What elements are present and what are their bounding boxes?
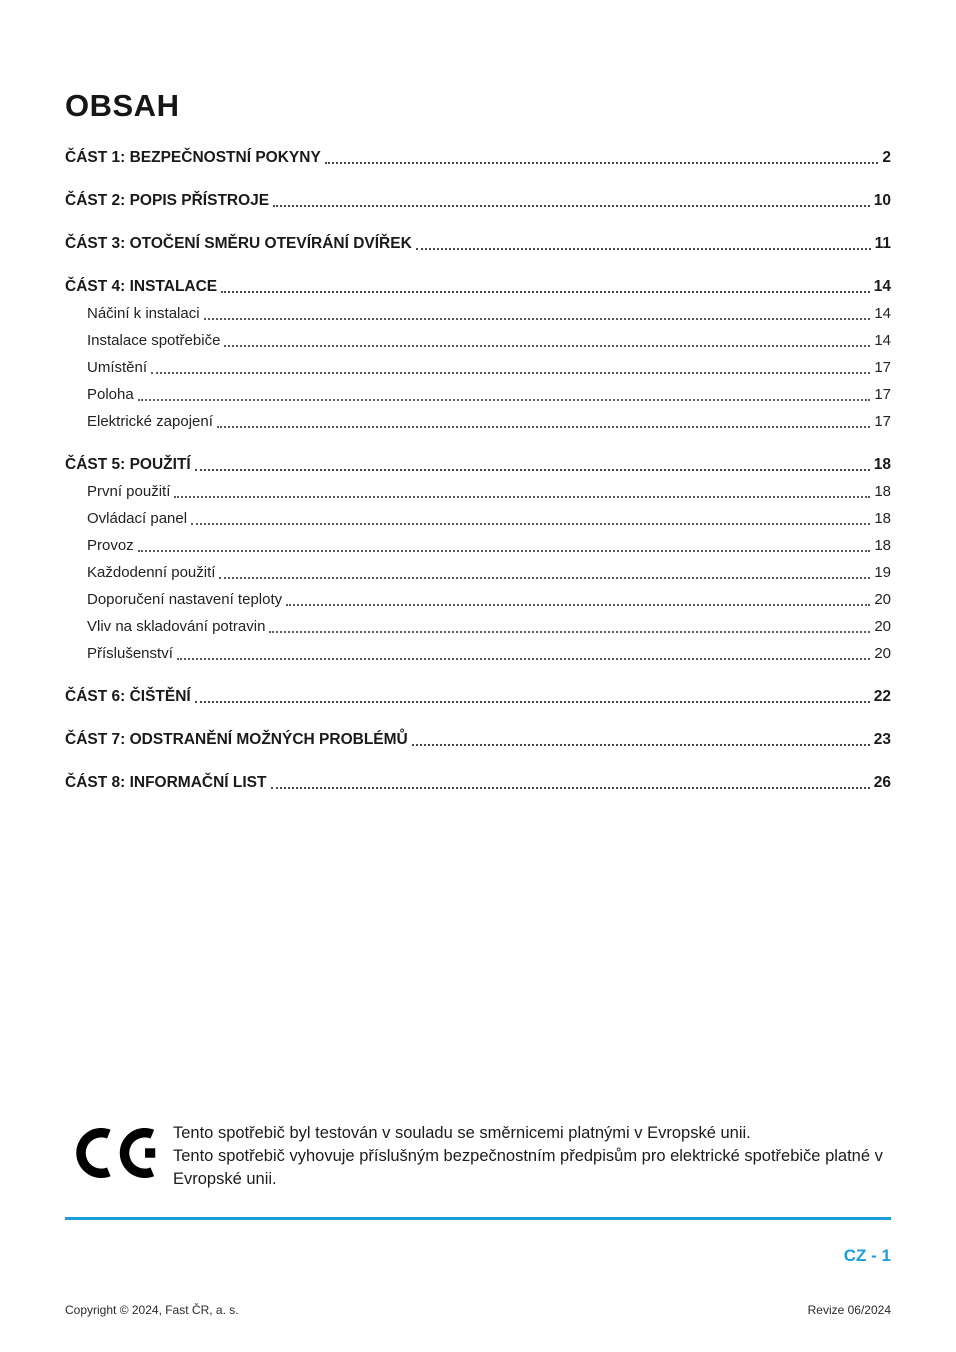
dotted-leader <box>224 345 870 347</box>
toc-entry-label: ČÁST 8: INFORMAČNÍ LIST <box>65 774 267 791</box>
toc-entry <box>65 773 891 792</box>
toc-entry <box>65 277 891 296</box>
toc-entry-label: ČÁST 1: BEZPEČNOSTNÍ POKYNY <box>65 149 321 166</box>
dotted-leader <box>416 248 871 250</box>
toc-entry-label: Instalace spotřebiče <box>87 332 221 349</box>
dotted-leader <box>221 291 870 293</box>
ce-note-text <box>173 1122 896 1191</box>
ce-note-line1: Tento spotřebič byl testován v souladu se směrnicemi platnými v Evropské unii. <box>173 1124 751 1142</box>
dotted-leader <box>271 787 870 789</box>
toc-entry-page: 11 <box>874 235 891 252</box>
toc-entry-label: ČÁST 4: INSTALACE <box>65 278 218 295</box>
toc-entry-page: 23 <box>873 731 891 748</box>
toc-entry <box>65 644 891 663</box>
dotted-leader <box>412 744 870 746</box>
toc-entry-page: 17 <box>874 359 891 376</box>
toc-entry <box>65 358 891 377</box>
toc-entry-page: 20 <box>874 618 891 635</box>
toc-entry-label: Příslušenství <box>87 645 173 662</box>
dotted-leader <box>138 399 871 401</box>
toc-entry <box>65 563 891 582</box>
page-number-label: CZ - 1 <box>843 1246 891 1265</box>
toc-entry-page: 18 <box>874 537 891 554</box>
toc-entry <box>65 730 891 749</box>
toc-entry-label: ČÁST 5: POUŽITÍ <box>65 456 191 473</box>
dotted-leader <box>219 577 870 579</box>
toc-entry <box>65 304 891 323</box>
toc-entry-page: 22 <box>873 688 891 705</box>
dotted-leader <box>217 426 870 428</box>
toc-entry <box>65 385 891 404</box>
toc-entry-page: 17 <box>874 386 891 403</box>
toc-entry-page: 17 <box>874 413 891 430</box>
toc-entry-label: Provoz <box>87 537 134 554</box>
toc-entry-label: Každodenní použití <box>87 564 216 581</box>
dotted-leader <box>191 523 870 525</box>
dotted-leader <box>273 205 870 207</box>
toc-entry-page: 18 <box>874 510 891 527</box>
toc-entry <box>65 536 891 555</box>
toc-entry-page: 14 <box>873 278 891 295</box>
toc-entry <box>65 617 891 636</box>
toc-entry <box>65 412 891 431</box>
page-title: OBSAH <box>65 88 180 123</box>
toc-entry-label: Ovládací panel <box>87 510 188 527</box>
table-of-contents <box>65 148 891 792</box>
toc-entry-page: 18 <box>874 483 891 500</box>
toc-entry-label: Poloha <box>87 386 134 403</box>
dotted-leader <box>269 631 870 633</box>
toc-entry-label: ČÁST 2: POPIS PŘÍSTROJE <box>65 192 270 209</box>
toc-entry-page: 26 <box>873 774 891 791</box>
dotted-leader <box>195 469 870 471</box>
toc-entry-page: 10 <box>873 192 891 209</box>
toc-entry-page: 20 <box>874 591 891 608</box>
dotted-leader <box>195 701 870 703</box>
toc-entry <box>65 687 891 706</box>
toc-entry-label: Umístění <box>87 359 148 376</box>
toc-entry <box>65 191 891 210</box>
dotted-leader <box>204 318 871 320</box>
toc-entry-label: ČÁST 7: ODSTRANĚNÍ MOŽNÝCH PROBLÉMŮ <box>65 731 408 748</box>
toc-entry-label: Elektrické zapojení <box>87 413 213 430</box>
ce-note-line2: Tento spotřebič vyhovuje příslušným bezpečnostním předpisům pro elektrické spotřebiče platné v Evropské unii. <box>173 1147 883 1188</box>
toc-entry-label: ČÁST 6: ČIŠTĚNÍ <box>65 688 191 705</box>
toc-entry-label: ČÁST 3: OTOČENÍ SMĚRU OTEVÍRÁNÍ DVÍŘEK <box>65 235 412 252</box>
dotted-leader <box>177 658 870 660</box>
copyright-text: Copyright © 2024, Fast ČR, a. s. <box>65 1303 239 1317</box>
toc-entry <box>65 509 891 528</box>
toc-entry <box>65 234 891 253</box>
toc-entry <box>65 482 891 501</box>
toc-entry-page: 14 <box>874 305 891 322</box>
toc-entry <box>65 590 891 609</box>
toc-entry-label: Náčiní k instalaci <box>87 305 200 322</box>
ce-mark-icon <box>65 1124 157 1182</box>
toc-entry-page: 14 <box>874 332 891 349</box>
toc-entry-page: 2 <box>882 149 891 166</box>
toc-entry-label: Doporučení nastavení teploty <box>87 591 283 608</box>
dotted-leader <box>138 550 871 552</box>
toc-entry <box>65 331 891 350</box>
toc-entry-label: Vliv na skladování potravin <box>87 618 266 635</box>
dotted-leader <box>174 496 870 498</box>
toc-entry-page: 18 <box>873 456 891 473</box>
dotted-leader <box>151 372 870 374</box>
footer-divider <box>65 1217 891 1220</box>
dotted-leader <box>325 162 879 164</box>
ce-compliance-section <box>65 1122 896 1191</box>
toc-entry-label: První použití <box>87 483 171 500</box>
dotted-leader <box>286 604 870 606</box>
toc-entry-page: 19 <box>874 564 891 581</box>
page-footer <box>65 1303 891 1317</box>
toc-entry <box>65 455 891 474</box>
revision-text: Revize 06/2024 <box>807 1303 891 1317</box>
toc-entry <box>65 148 891 167</box>
toc-entry-page: 20 <box>874 645 891 662</box>
